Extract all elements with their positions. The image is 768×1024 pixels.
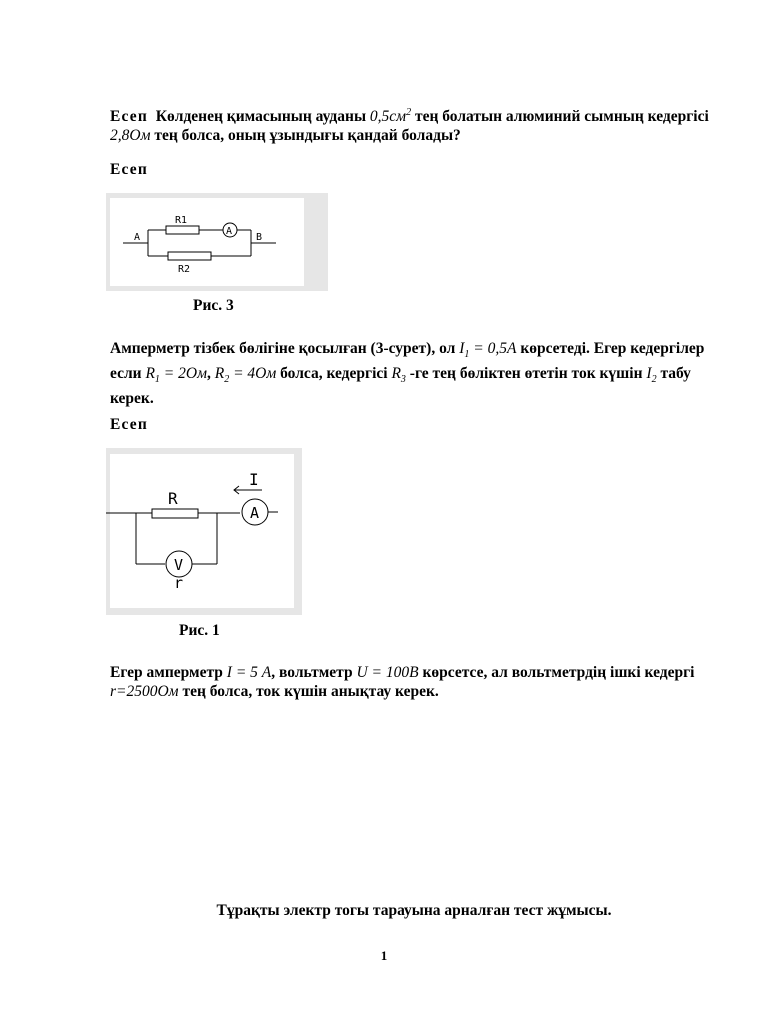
r2-value: $R_2 = 4Ом$ bbox=[214, 365, 277, 386]
problem1-text-part1: Көлденең қимасының ауданы bbox=[155, 108, 367, 126]
node-a-label: A bbox=[134, 232, 141, 243]
internal-resistance-label: r bbox=[174, 574, 184, 592]
ammeter-label: A bbox=[226, 226, 233, 237]
page-number: 1 bbox=[380, 948, 388, 963]
problem1-text-part3: тең болса, оның ұзындығы қандай болады? bbox=[154, 127, 461, 145]
node-b-label: B bbox=[256, 232, 263, 243]
resistance-value: 2,8Ом bbox=[110, 127, 151, 145]
r3-symbol: $R_3$ bbox=[391, 365, 406, 386]
area-value: $0,5см^2$ bbox=[369, 107, 412, 126]
problem1-text bbox=[110, 103, 718, 145]
ammeter-label: A bbox=[250, 504, 260, 522]
r2-label: R2 bbox=[178, 264, 191, 275]
problem3-label: Есеп bbox=[110, 416, 149, 433]
voltmeter-label: V bbox=[174, 556, 184, 574]
internal-resistance-value: r=2500Ом bbox=[110, 683, 179, 700]
voltage-value: U = 100В bbox=[356, 664, 419, 681]
current-value: I = 5 А bbox=[226, 664, 272, 681]
figure-3 bbox=[106, 193, 328, 291]
i2-symbol: $I_2$ bbox=[646, 365, 657, 386]
i1-value: $I_1 = 0,5А$ bbox=[459, 340, 517, 361]
current-label: I bbox=[249, 470, 259, 489]
section-title: Тұрақты электр тогы тарауына арналған тест жұмысы. bbox=[216, 902, 612, 919]
r1-label: R1 bbox=[175, 215, 188, 226]
problem1-label: Есеп bbox=[110, 108, 149, 126]
r1-value: $R_1 = 2Ом$ bbox=[145, 365, 207, 386]
problem1-text-part2: тең болатын алюминий сымның кедергісі bbox=[414, 108, 709, 126]
figure-1 bbox=[106, 448, 302, 615]
figure-1-caption: Рис. 1 bbox=[179, 622, 220, 639]
problem2-text: Амперметр тізбек бөлігіне қосылған (3-сурет), ол $I_1 = 0,5А$ көрсетеді. Егер кедергілер если $R_1 = 2Ом$, $R_2 = 4Ом$ болса, кедергісі $R_3$ -ге тең бөліктен өтетін ток күшін $I_2$ табу керек. bbox=[110, 340, 705, 408]
figure-3-caption: Рис. 3 bbox=[193, 297, 234, 314]
r-label: R bbox=[168, 489, 178, 508]
problem2-label: Есеп bbox=[110, 161, 149, 178]
problem3-text: Егер амперметр I = 5 А, вольтметр U = 100В көрсетсе, ал вольтметрдің ішкі кедергі r=2500Ом тең болса, ток күшін анықтау керек. bbox=[110, 664, 695, 700]
